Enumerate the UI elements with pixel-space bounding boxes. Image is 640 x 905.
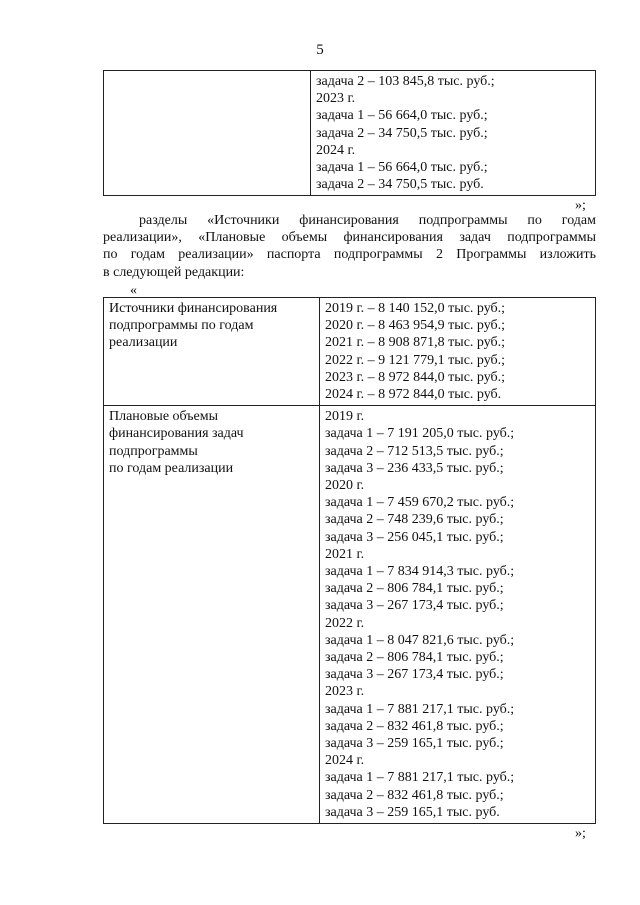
heading-line: Источники финансирования — [109, 301, 278, 316]
table-line: задача 1 – 8 047 821,6 тыс. руб.; — [325, 632, 515, 648]
table-line: 2019 г. – 8 140 152,0 тыс. руб.; — [325, 301, 506, 316]
table-line: 2021 г. — [325, 546, 365, 562]
table-line: 2021 г. – 8 908 871,8 тыс. руб.; — [325, 335, 506, 351]
table-line: 2022 г. — [325, 615, 365, 631]
table-line: 2023 г. – 8 972 844,0 тыс. руб.; — [325, 369, 506, 385]
heading-line: по годам реализации — [109, 460, 234, 476]
table-cell-values — [320, 298, 596, 406]
table-row — [104, 406, 596, 824]
table-line: задача 2 – 832 461,8 тыс. руб.; — [325, 787, 504, 803]
closing-quote: »; — [575, 826, 586, 841]
paragraph-line: разделы «Источники финансирования подпрограммы по годам — [139, 213, 596, 228]
table-cell-values — [311, 71, 596, 196]
table-line: 2024 г. – 8 972 844,0 тыс. руб. — [325, 387, 502, 403]
paragraph-line: реализации», «Плановые объемы финансирования задач подпрограммы — [103, 230, 596, 246]
paragraph-line: в следующей редакции: — [103, 264, 245, 280]
table-line: задача 2 – 34 750,5 тыс. руб.; — [316, 125, 488, 141]
heading-line: финансирования задач — [109, 426, 244, 442]
table-line: задача 2 – 748 239,6 тыс. руб.; — [325, 512, 504, 528]
table-line: 2024 г. — [316, 142, 356, 158]
row-heading-funding-sources — [104, 298, 320, 406]
table-line: задача 2 – 832 461,8 тыс. руб.; — [325, 718, 504, 734]
table-line: задача 3 – 259 165,1 тыс. руб.; — [325, 736, 504, 752]
table-line: задача 2 – 34 750,5 тыс. руб. — [316, 177, 484, 193]
table-line: 2023 г. — [325, 684, 365, 700]
table-line: задача 3 – 236 433,5 тыс. руб.; — [325, 460, 504, 476]
table-line: задача 1 – 7 834 914,3 тыс. руб.; — [325, 564, 515, 580]
table-row — [104, 71, 596, 196]
table-line: 2023 г. — [316, 91, 356, 107]
passport-section-table — [103, 297, 596, 824]
heading-line: подпрограммы по годам — [109, 318, 254, 334]
funding-table-continued — [103, 70, 596, 196]
table-cell-values — [320, 406, 596, 824]
table-line: 2020 г. — [325, 478, 365, 494]
row-heading-planned-volumes — [104, 406, 320, 824]
table-line: задача 1 – 56 664,0 тыс. руб.; — [316, 108, 488, 124]
table-line: 2019 г. — [325, 409, 365, 425]
opening-quote: « — [130, 283, 137, 298]
table-line: задача 1 – 7 881 217,1 тыс. руб.; — [325, 770, 515, 786]
heading-line: Плановые объемы — [109, 409, 219, 425]
page-number: 5 — [316, 42, 324, 58]
table-line: задача 1 – 7 191 205,0 тыс. руб.; — [325, 426, 515, 442]
table-line: задача 3 – 267 173,4 тыс. руб.; — [325, 667, 504, 683]
table-line: задача 2 – 712 513,5 тыс. руб.; — [325, 443, 504, 459]
table-line: 2020 г. – 8 463 954,9 тыс. руб.; — [325, 318, 506, 334]
heading-line: подпрограммы — [109, 443, 198, 459]
table-cell-empty — [104, 71, 311, 196]
paragraph-line: по годам реализации» паспорта подпрограммы 2 Программы изложить — [103, 247, 596, 263]
table-line: задача 1 – 7 459 670,2 тыс. руб.; — [325, 495, 515, 511]
table-line: 2024 г. — [325, 753, 365, 769]
closing-quote: »; — [575, 198, 586, 213]
table-line: 2022 г. – 9 121 779,1 тыс. руб.; — [325, 352, 506, 368]
table-line: задача 3 – 259 165,1 тыс. руб. — [325, 804, 500, 820]
table-line: задача 1 – 7 881 217,1 тыс. руб.; — [325, 701, 515, 717]
table-line: задача 3 – 256 045,1 тыс. руб.; — [325, 529, 504, 545]
table-line: задача 3 – 267 173,4 тыс. руб.; — [325, 598, 504, 614]
table-line: задача 2 – 806 784,1 тыс. руб.; — [325, 581, 504, 597]
table-line: задача 2 – 806 784,1 тыс. руб.; — [325, 650, 504, 666]
table-line: задача 2 – 103 845,8 тыс. руб.; — [316, 74, 495, 89]
body-paragraph — [103, 212, 596, 281]
table-row — [104, 298, 596, 406]
table-line: задача 1 – 56 664,0 тыс. руб.; — [316, 160, 488, 176]
heading-line: реализации — [109, 335, 178, 351]
